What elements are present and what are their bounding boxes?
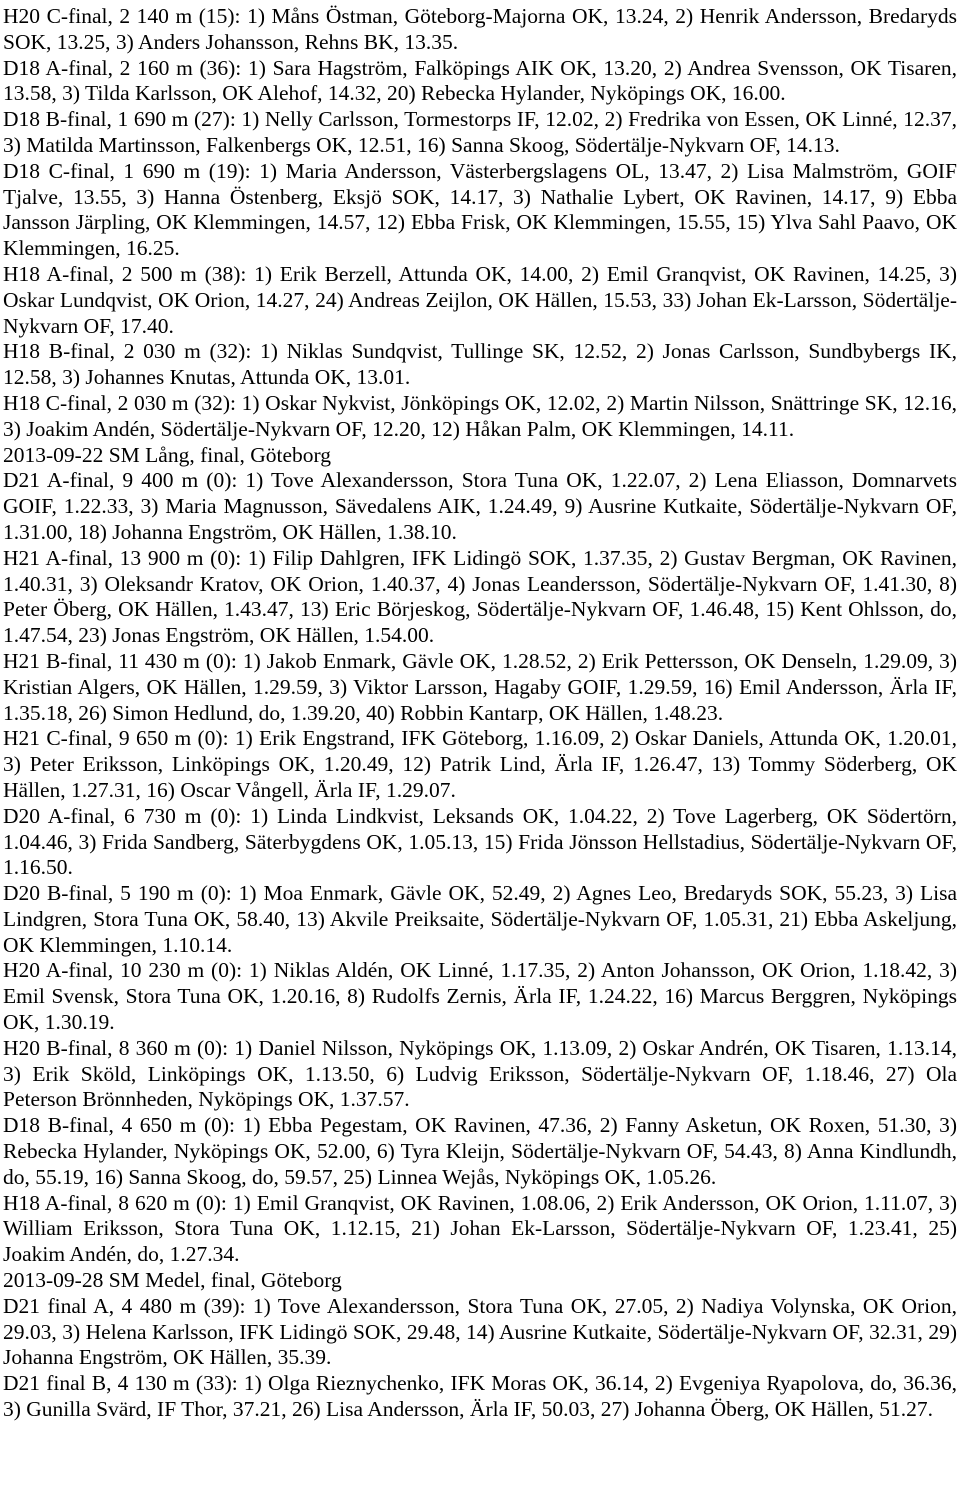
results-document	[3, 4, 957, 1423]
result-d21-final-b-medel: D21 final B, 4 130 m (33): 1) Olga Rieznychenko, IFK Moras OK, 36.14, 2) Evgeniya Ryapolova, do, 36.36, 3) Gunilla Svärd, IF Thor, 37.21, 26) Lisa Andersson, Ärla IF, 50.03, 27) Johanna Öberg, OK Hällen, 51.27.	[3, 1371, 957, 1422]
result-h18-c-final: H18 C-final, 2 030 m (32): 1) Oskar Nykvist, Jönköpings OK, 12.02, 2) Martin Nilsson, Snättringe SK, 12.16, 3) Joakim Andén, Södertälje-Nykvarn OF, 12.20, 12) Håkan Palm, OK Klemmingen, 14.11.	[3, 390, 957, 441]
result-h20-c-final: H20 C-final, 2 140 m (15): 1) Måns Östman, Göteborg-Majorna OK, 13.24, 2) Henrik Andersson, Bredaryds SOK, 13.25, 3) Anders Johansson, Rehns BK, 13.35.	[3, 4, 957, 54]
section-heading-sm-lang: 2013-09-22 SM Lång, final, Göteborg	[3, 442, 332, 467]
result-d20-b-final-lang: D20 B-final, 5 190 m (0): 1) Moa Enmark, Gävle OK, 52.49, 2) Agnes Leo, Bredaryds SOK, 55.23, 3) Lisa Lindgren, Stora Tuna OK, 58.40, 13) Akvile Preiksaite, Södertälje-Nykvarn OF, 1.05.31, 21) Ebba Askeljung, OK Klemmingen, 1.10.14.	[3, 881, 957, 957]
result-h21-c-final-lang: H21 C-final, 9 650 m (0): 1) Erik Engstrand, IFK Göteborg, 1.16.09, 2) Oskar Daniels, Attunda OK, 1.20.01, 3) Peter Eriksson, Linköpings OK, 1.20.49, 12) Patrik Lind, Ärla IF, 1.26.47, 13) Tommy Söderberg, OK Hällen, 1.27.31, 16) Oscar Vångell, Ärla IF, 1.29.07.	[3, 726, 957, 802]
result-h18-a-final: H18 A-final, 2 500 m (38): 1) Erik Berzell, Attunda OK, 14.00, 2) Emil Granqvist, OK Ravinen, 14.25, 3) Oskar Lundqvist, OK Orion, 14.27, 24) Andreas Zeijlon, OK Hällen, 15.53, 33) Johan Ek-Larsson, Södertälje-Nykvarn OF, 17.40.	[3, 261, 957, 338]
result-d21-a-final-lang: D21 A-final, 9 400 m (0): 1) Tove Alexandersson, Stora Tuna OK, 1.22.07, 2) Lena Eliasson, Domnarvets GOIF, 1.22.33, 3) Maria Magnusson, Sävedalens AIK, 1.24.49, 9) Ausrine Kutkaite, Södertälje-Nykvarn OF, 1.31.00, 18) Johanna Engström, OK Hällen, 1.38.10.	[3, 468, 957, 544]
result-h20-b-final-lang: H20 B-final, 8 360 m (0): 1) Daniel Nilsson, Nyköpings OK, 1.13.09, 2) Oskar Andrén, OK Tisaren, 1.13.14, 3) Erik Sköld, Linköpings OK, 1.13.50, 6) Ludvig Eriksson, Södertälje-Nykvarn OF, 1.18.46, 27) Ola Peterson Brönnheden, Nyköpings OK, 1.37.57.	[3, 1035, 957, 1112]
result-h21-a-final-lang: H21 A-final, 13 900 m (0): 1) Filip Dahlgren, IFK Lidingö SOK, 1.37.35, 2) Gustav Bergman, OK Ravinen, 1.40.31, 3) Oleksandr Kratov, OK Orion, 1.40.37, 4) Jonas Leandersson, Södertälje-Nykvarn OF, 1.41.30, 8) Peter Öberg, OK Hällen, 1.43.47, 13) Eric Börjeskog, Södertälje-Nykvarn OF, 1.46.48, 15) Kent Ohlsson, do, 1.47.54, 23) Jonas Engström, OK Hällen, 1.54.00.	[3, 545, 957, 648]
result-d18-b-final: D18 B-final, 1 690 m (27): 1) Nelly Carlsson, Tormestorps IF, 12.02, 2) Fredrika von Essen, OK Linné, 12.37, 3) Matilda Martinsson, Falkenbergs OK, 12.51, 16) Sanna Skoog, Södertälje-Nykvarn OF, 14.13.	[3, 107, 957, 157]
result-h20-a-final-lang: H20 A-final, 10 230 m (0): 1) Niklas Aldén, OK Linné, 1.17.35, 2) Anton Johansson, OK Orion, 1.18.42, 3) Emil Svensk, Stora Tuna OK, 1.20.16, 8) Rudolfs Zernis, Ärla IF, 1.24.22, 16) Marcus Berggren, Nyköpings OK, 1.30.19.	[3, 958, 957, 1035]
result-h18-a-final-lang: H18 A-final, 8 620 m (0): 1) Emil Granqvist, OK Ravinen, 1.08.06, 2) Erik Andersson, OK Orion, 1.11.07, 3) William Eriksson, Stora Tuna OK, 1.12.15, 21) Johan Ek-Larsson, Södertälje-Nykvarn OF, 1.23.41, 25) Joakim Andén, do, 1.27.34.	[3, 1190, 957, 1267]
section-heading-sm-medel: 2013-09-28 SM Medel, final, Göteborg	[3, 1268, 342, 1293]
result-d20-a-final-lang: D20 A-final, 6 730 m (0): 1) Linda Lindkvist, Leksands OK, 1.04.22, 2) Tove Lagerberg, OK Södertörn, 1.04.46, 3) Frida Sandberg, Säterbygdens OK, 1.05.13, 15) Frida Jönsson Hellstadius, Södertälje-Nykvarn OF, 1.16.50.	[3, 803, 957, 880]
result-d18-b-final-lang: D18 B-final, 4 650 m (0): 1) Ebba Pegestam, OK Ravinen, 47.36, 2) Fanny Asketun, OK Roxen, 51.30, 3) Rebecka Hylander, Nyköpings OK, 52.00, 6) Tyra Kleijn, Södertälje-Nykvarn OF, 54.43, 8) Anna Kindlundh, do, 55.19, 16) Sanna Skoog, do, 59.57, 25) Linnea Wejås, Nyköpings OK, 1.05.26.	[3, 1113, 957, 1189]
result-h18-b-final: H18 B-final, 2 030 m (32): 1) Niklas Sundqvist, Tullinge SK, 12.52, 2) Jonas Carlsson, Sundbybergs IK, 12.58, 3) Johannes Knutas, Attunda OK, 13.01.	[3, 339, 957, 390]
result-d21-final-a-medel: D21 final A, 4 480 m (39): 1) Tove Alexandersson, Stora Tuna OK, 27.05, 2) Nadiya Volynska, OK Orion, 29.03, 3) Helena Karlsson, IFK Lidingö SOK, 29.48, 14) Ausrine Kutkaite, Södertälje-Nykvarn OF, 32.31, 29) Johanna Engström, OK Hällen, 35.39.	[3, 1293, 957, 1370]
result-d18-a-final: D18 A-final, 2 160 m (36): 1) Sara Hagström, Falköpings AIK OK, 13.20, 2) Andrea Svensson, OK Tisaren, 13.58, 3) Tilda Karlsson, OK Alehof, 14.32, 20) Rebecka Hylander, Nyköpings OK, 16.00.	[3, 55, 957, 106]
result-h21-b-final-lang: H21 B-final, 11 430 m (0): 1) Jakob Enmark, Gävle OK, 1.28.52, 2) Erik Pettersson, OK Denseln, 1.29.09, 3) Kristian Algers, OK Hällen, 1.29.59, 3) Viktor Larsson, Hagaby GOIF, 1.29.59, 16) Emil Andersson, Ärla IF, 1.35.18, 26) Simon Hedlund, do, 1.39.20, 40) Robbin Kantarp, OK Hällen, 1.48.23.	[3, 648, 957, 725]
result-d18-c-final: D18 C-final, 1 690 m (19): 1) Maria Andersson, Västerbergslagens OL, 13.47, 2) Lisa Malmström, GOIF Tjalve, 13.55, 3) Hanna Östenberg, Eksjö SOK, 14.17, 3) Nathalie Lybert, OK Ravinen, 14.17, 9) Ebba Jansson Järpling, OK Klemmingen, 14.57, 12) Ebba Frisk, OK Klemmingen, 15.55, 15) Ylva Sahl Paavo, OK Klemmingen, 16.25.	[3, 158, 957, 261]
